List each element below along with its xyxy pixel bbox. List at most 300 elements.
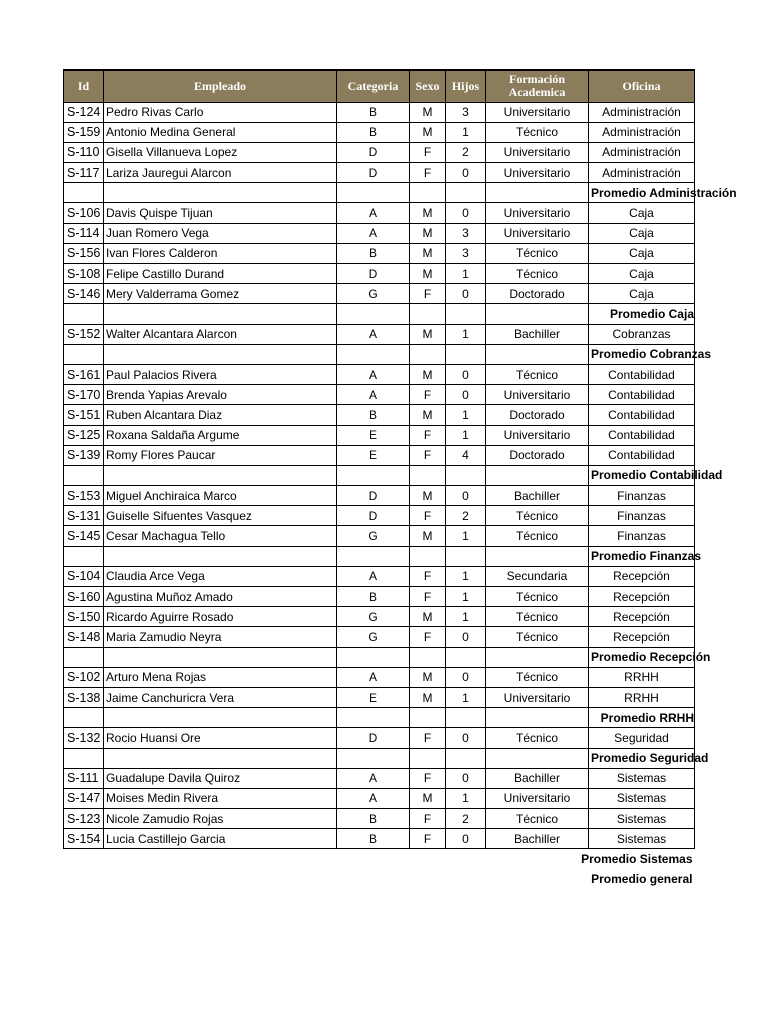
header-id[interactable]: Id xyxy=(64,70,104,102)
cell-empleado[interactable]: Miguel Anchiraica Marco xyxy=(104,486,337,506)
empty-cell[interactable] xyxy=(64,344,104,364)
cell-categoria[interactable]: A xyxy=(337,768,410,788)
cell-id[interactable]: S-117 xyxy=(64,163,104,183)
cell-categoria[interactable]: E xyxy=(337,687,410,707)
cell-empleado[interactable]: Ivan Flores Calderon xyxy=(104,243,337,263)
cell-categoria[interactable]: B xyxy=(337,587,410,607)
cell-categoria[interactable]: B xyxy=(337,809,410,829)
cell-id[interactable]: S-139 xyxy=(64,445,104,465)
empty-cell[interactable] xyxy=(486,708,589,728)
subtotal-label[interactable]: Promedio Seguridad xyxy=(589,748,695,768)
cell-oficina[interactable]: Finanzas xyxy=(589,486,695,506)
cell-empleado[interactable]: Maria Zamudio Neyra xyxy=(104,627,337,647)
cell-formacion[interactable]: Doctorado xyxy=(486,405,589,425)
cell-formacion[interactable]: Universitario xyxy=(486,788,589,808)
table-row xyxy=(64,768,695,788)
cell-empleado[interactable]: Romy Flores Paucar xyxy=(104,445,337,465)
cell-oficina[interactable]: Caja xyxy=(589,264,695,284)
cell-categoria[interactable]: A xyxy=(337,566,410,586)
employee-table xyxy=(63,69,737,889)
cell-formacion[interactable]: Doctorado xyxy=(486,284,589,304)
cell-oficina[interactable]: Recepción xyxy=(589,587,695,607)
cell-hijos[interactable]: 1 xyxy=(446,405,486,425)
footer-row xyxy=(64,869,695,889)
empty-cell[interactable] xyxy=(410,465,446,485)
footer-row xyxy=(64,849,695,869)
cell-categoria[interactable]: B xyxy=(337,102,410,122)
table-row xyxy=(64,667,695,687)
table-row xyxy=(64,566,695,586)
cell-empleado[interactable]: Davis Quispe Tijuan xyxy=(104,203,337,223)
cell-oficina[interactable]: Contabilidad xyxy=(589,425,695,445)
cell-hijos[interactable]: 1 xyxy=(446,122,486,142)
cell-categoria[interactable]: D xyxy=(337,486,410,506)
header-row xyxy=(64,70,695,102)
cell-formacion[interactable]: Bachiller xyxy=(486,486,589,506)
cell-hijos[interactable]: 1 xyxy=(446,425,486,445)
cell-sexo[interactable]: F xyxy=(410,566,446,586)
cell-formacion[interactable]: Técnico xyxy=(486,364,589,384)
cell-empleado[interactable]: Gisella Villanueva Lopez xyxy=(104,142,337,162)
cell-hijos[interactable]: 0 xyxy=(446,667,486,687)
cell-sexo[interactable]: M xyxy=(410,667,446,687)
empty-cell[interactable] xyxy=(446,647,486,667)
empty-cell[interactable] xyxy=(104,465,337,485)
cell-sexo[interactable]: F xyxy=(410,142,446,162)
subtotal-label[interactable]: Promedio Finanzas xyxy=(589,546,695,566)
cell-sexo[interactable]: M xyxy=(410,405,446,425)
cell-empleado[interactable]: Lucia Castillejo Garcia xyxy=(104,829,337,849)
cell-categoria[interactable]: D xyxy=(337,506,410,526)
empty-cell[interactable] xyxy=(337,647,410,667)
cell-categoria[interactable]: B xyxy=(337,122,410,142)
cell-formacion[interactable]: Universitario xyxy=(486,203,589,223)
cell-oficina[interactable]: Recepción xyxy=(589,607,695,627)
table-row xyxy=(64,364,695,384)
cell-empleado[interactable]: Roxana Saldaña Argume xyxy=(104,425,337,445)
cell-categoria[interactable]: A xyxy=(337,223,410,243)
subtotal-label[interactable]: Promedio Recepción xyxy=(589,647,695,667)
cell-empleado[interactable]: Pedro Rivas Carlo xyxy=(104,102,337,122)
cell-hijos[interactable]: 0 xyxy=(446,768,486,788)
empty-cell[interactable] xyxy=(446,708,486,728)
cell-formacion[interactable]: Técnico xyxy=(486,526,589,546)
cell-id[interactable]: S-152 xyxy=(64,324,104,344)
cell-formacion[interactable]: Doctorado xyxy=(486,445,589,465)
subtotal-label[interactable]: Promedio Caja xyxy=(589,304,695,324)
table-row xyxy=(64,163,695,183)
cell-categoria[interactable]: A xyxy=(337,788,410,808)
cell-empleado[interactable]: Rocio Huansi Ore xyxy=(104,728,337,748)
cell-empleado[interactable]: Paul Palacios Rivera xyxy=(104,364,337,384)
cell-id[interactable]: S-161 xyxy=(64,364,104,384)
empty-cell[interactable] xyxy=(446,344,486,364)
cell-sexo[interactable]: M xyxy=(410,122,446,142)
cell-hijos[interactable]: 0 xyxy=(446,829,486,849)
cell-empleado[interactable]: Claudia Arce Vega xyxy=(104,566,337,586)
cell-oficina[interactable]: Administración xyxy=(589,163,695,183)
table-row xyxy=(64,486,695,506)
cell-oficina[interactable]: RRHH xyxy=(589,667,695,687)
cell-empleado[interactable]: Walter Alcantara Alarcon xyxy=(104,324,337,344)
cell-formacion[interactable]: Bachiller xyxy=(486,324,589,344)
empty-cell xyxy=(64,849,486,869)
table-row xyxy=(64,142,695,162)
table-row xyxy=(64,425,695,445)
subtotal-row xyxy=(64,304,695,324)
empty-cell[interactable] xyxy=(446,546,486,566)
cell-sexo[interactable]: M xyxy=(410,788,446,808)
cell-sexo[interactable]: F xyxy=(410,506,446,526)
cell-categoria[interactable]: G xyxy=(337,607,410,627)
cell-sexo[interactable]: M xyxy=(410,687,446,707)
cell-formacion[interactable]: Universitario xyxy=(486,163,589,183)
header-empleado[interactable]: Empleado xyxy=(104,70,337,102)
empty-cell[interactable] xyxy=(104,647,337,667)
cell-sexo[interactable]: F xyxy=(410,445,446,465)
cell-hijos[interactable]: 0 xyxy=(446,728,486,748)
cell-categoria[interactable]: B xyxy=(337,829,410,849)
empty-cell[interactable] xyxy=(486,748,589,768)
cell-sexo[interactable]: M xyxy=(410,364,446,384)
table-row xyxy=(64,243,695,263)
footer-label[interactable]: Promedio Sistemas xyxy=(581,852,693,867)
cell-oficina[interactable]: Caja xyxy=(589,284,695,304)
empty-cell[interactable] xyxy=(486,465,589,485)
empty-cell[interactable] xyxy=(410,708,446,728)
subtotal-label[interactable]: Promedio Contabilidad xyxy=(589,465,695,485)
cell-hijos[interactable]: 0 xyxy=(446,163,486,183)
cell-id[interactable]: S-151 xyxy=(64,405,104,425)
empty-cell[interactable] xyxy=(486,183,589,203)
cell-formacion[interactable]: Universitario xyxy=(486,102,589,122)
table-row xyxy=(64,607,695,627)
cell-oficina[interactable]: Contabilidad xyxy=(589,405,695,425)
cell-empleado[interactable]: Felipe Castillo Durand xyxy=(104,264,337,284)
cell-hijos[interactable]: 1 xyxy=(446,264,486,284)
cell-oficina[interactable]: Contabilidad xyxy=(589,385,695,405)
cell-empleado[interactable]: Moises Medin Rivera xyxy=(104,788,337,808)
header-sexo[interactable]: Sexo xyxy=(410,70,446,102)
cell-empleado[interactable]: Nicole Zamudio Rojas xyxy=(104,809,337,829)
cell-oficina[interactable]: Caja xyxy=(589,203,695,223)
cell-formacion[interactable]: Bachiller xyxy=(486,768,589,788)
cell-id[interactable]: S-156 xyxy=(64,243,104,263)
cell-sexo[interactable]: M xyxy=(410,203,446,223)
table-row xyxy=(64,122,695,142)
cell-hijos[interactable]: 1 xyxy=(446,526,486,546)
cell-id[interactable]: S-125 xyxy=(64,425,104,445)
cell-formacion[interactable]: Técnico xyxy=(486,607,589,627)
empty-cell[interactable] xyxy=(104,748,337,768)
cell-formacion[interactable]: Técnico xyxy=(486,809,589,829)
cell-id[interactable]: S-159 xyxy=(64,122,104,142)
cell-empleado[interactable]: Cesar Machagua Tello xyxy=(104,526,337,546)
cell-empleado[interactable]: Agustina Muñoz Amado xyxy=(104,587,337,607)
subtotal-row xyxy=(64,546,695,566)
cell-categoria[interactable]: D xyxy=(337,728,410,748)
cell-id[interactable]: S-108 xyxy=(64,264,104,284)
cell-hijos[interactable]: 2 xyxy=(446,809,486,829)
cell-empleado[interactable]: Guadalupe Davila Quiroz xyxy=(104,768,337,788)
cell-id[interactable]: S-154 xyxy=(64,829,104,849)
cell-oficina[interactable]: Finanzas xyxy=(589,506,695,526)
empty-cell[interactable] xyxy=(410,344,446,364)
cell-hijos[interactable]: 3 xyxy=(446,102,486,122)
cell-hijos[interactable]: 2 xyxy=(446,142,486,162)
empty-cell[interactable] xyxy=(410,304,446,324)
cell-formacion[interactable]: Universitario xyxy=(486,142,589,162)
empty-cell[interactable] xyxy=(64,546,104,566)
cell-hijos[interactable]: 1 xyxy=(446,587,486,607)
cell-formacion[interactable]: Universitario xyxy=(486,687,589,707)
cell-oficina[interactable]: Administración xyxy=(589,142,695,162)
table-row xyxy=(64,445,695,465)
cell-empleado[interactable]: Lariza Jauregui Alarcon xyxy=(104,163,337,183)
empty-cell[interactable] xyxy=(486,647,589,667)
cell-hijos[interactable]: 0 xyxy=(446,486,486,506)
cell-oficina[interactable]: Contabilidad xyxy=(589,364,695,384)
cell-sexo[interactable]: M xyxy=(410,607,446,627)
cell-sexo[interactable]: F xyxy=(410,809,446,829)
empty-cell[interactable] xyxy=(337,465,410,485)
cell-formacion[interactable]: Técnico xyxy=(486,587,589,607)
cell-sexo[interactable]: M xyxy=(410,243,446,263)
cell-hijos[interactable]: 1 xyxy=(446,788,486,808)
cell-id[interactable]: S-146 xyxy=(64,284,104,304)
cell-id[interactable]: S-170 xyxy=(64,385,104,405)
table-row xyxy=(64,324,695,344)
empty-cell[interactable] xyxy=(410,183,446,203)
cell-formacion[interactable]: Técnico xyxy=(486,667,589,687)
cell-empleado[interactable]: Jaime Canchuricra Vera xyxy=(104,687,337,707)
cell-formacion[interactable]: Técnico xyxy=(486,728,589,748)
cell-id[interactable]: S-147 xyxy=(64,788,104,808)
empty-cell[interactable] xyxy=(337,748,410,768)
cell-hijos[interactable]: 1 xyxy=(446,607,486,627)
empty-cell[interactable] xyxy=(104,546,337,566)
cell-hijos[interactable]: 0 xyxy=(446,627,486,647)
table-row xyxy=(64,728,695,748)
cell-sexo[interactable]: F xyxy=(410,587,446,607)
cell-id[interactable]: S-131 xyxy=(64,506,104,526)
cell-sexo[interactable]: M xyxy=(410,526,446,546)
cell-categoria[interactable]: D xyxy=(337,264,410,284)
empty-cell[interactable] xyxy=(104,708,337,728)
cell-oficina[interactable]: Administración xyxy=(589,102,695,122)
cell-formacion[interactable]: Secundaria xyxy=(486,566,589,586)
cell-empleado[interactable]: Antonio Medina General xyxy=(104,122,337,142)
cell-hijos[interactable]: 4 xyxy=(446,445,486,465)
cell-categoria[interactable]: A xyxy=(337,364,410,384)
table-row xyxy=(64,627,695,647)
table-row xyxy=(64,687,695,707)
cell-oficina[interactable]: Sistemas xyxy=(589,788,695,808)
cell-hijos[interactable]: 0 xyxy=(446,284,486,304)
cell-formacion[interactable]: Universitario xyxy=(486,223,589,243)
cell-oficina[interactable]: Sistemas xyxy=(589,829,695,849)
empty-cell[interactable] xyxy=(64,708,104,728)
empty-cell[interactable] xyxy=(446,748,486,768)
cell-sexo[interactable]: F xyxy=(410,829,446,849)
cell-categoria[interactable]: D xyxy=(337,142,410,162)
subtotal-label[interactable]: Promedio RRHH xyxy=(589,708,695,728)
cell-oficina[interactable]: Seguridad xyxy=(589,728,695,748)
cell-sexo[interactable]: M xyxy=(410,102,446,122)
cell-hijos[interactable]: 0 xyxy=(446,364,486,384)
cell-id[interactable]: S-124 xyxy=(64,102,104,122)
cell-id[interactable]: S-145 xyxy=(64,526,104,546)
cell-oficina[interactable]: Caja xyxy=(589,243,695,263)
empty-cell[interactable] xyxy=(486,546,589,566)
cell-oficina[interactable]: Finanzas xyxy=(589,526,695,546)
empty-cell[interactable] xyxy=(64,304,104,324)
empty-cell[interactable] xyxy=(64,647,104,667)
cell-empleado[interactable]: Guiselle Sifuentes Vasquez xyxy=(104,506,337,526)
cell-oficina[interactable]: Sistemas xyxy=(589,809,695,829)
header-formacion[interactable]: Formación Academica xyxy=(486,70,589,102)
cell-hijos[interactable]: 3 xyxy=(446,223,486,243)
footer-label[interactable]: Promedio general xyxy=(591,872,693,887)
empty-cell[interactable] xyxy=(64,183,104,203)
cell-sexo[interactable]: F xyxy=(410,728,446,748)
subtotal-row xyxy=(64,183,695,203)
cell-empleado[interactable]: Ruben Alcantara Diaz xyxy=(104,405,337,425)
empty-cell[interactable] xyxy=(337,304,410,324)
cell-formacion[interactable]: Técnico xyxy=(486,122,589,142)
cell-oficina[interactable]: RRHH xyxy=(589,687,695,707)
cell-categoria[interactable]: A xyxy=(337,385,410,405)
subtotal-row xyxy=(64,647,695,667)
cell-id[interactable]: S-160 xyxy=(64,587,104,607)
empty-cell[interactable] xyxy=(486,304,589,324)
cell-id[interactable]: S-106 xyxy=(64,203,104,223)
empty-cell[interactable] xyxy=(337,708,410,728)
cell-categoria[interactable]: G xyxy=(337,627,410,647)
cell-hijos[interactable]: 1 xyxy=(446,324,486,344)
empty-cell[interactable] xyxy=(337,183,410,203)
empty-cell[interactable] xyxy=(337,344,410,364)
cell-categoria[interactable]: G xyxy=(337,284,410,304)
empty-cell[interactable] xyxy=(410,748,446,768)
cell-oficina[interactable]: Sistemas xyxy=(589,768,695,788)
cell-categoria[interactable]: A xyxy=(337,667,410,687)
cell-categoria[interactable]: B xyxy=(337,243,410,263)
cell-id[interactable]: S-104 xyxy=(64,566,104,586)
cell-sexo[interactable]: F xyxy=(410,385,446,405)
cell-id[interactable]: S-153 xyxy=(64,486,104,506)
cell-hijos[interactable]: 3 xyxy=(446,243,486,263)
cell-id[interactable]: S-123 xyxy=(64,809,104,829)
table-row xyxy=(64,526,695,546)
cell-hijos[interactable]: 2 xyxy=(446,506,486,526)
cell-hijos[interactable]: 0 xyxy=(446,203,486,223)
cell-id[interactable]: S-138 xyxy=(64,687,104,707)
cell-sexo[interactable]: M xyxy=(410,264,446,284)
cell-oficina[interactable]: Cobranzas xyxy=(589,324,695,344)
cell-empleado[interactable]: Mery Valderrama Gomez xyxy=(104,284,337,304)
cell-formacion[interactable]: Técnico xyxy=(486,264,589,284)
subtotal-label[interactable]: Promedio Administración xyxy=(589,183,695,203)
cell-hijos[interactable]: 1 xyxy=(446,687,486,707)
cell-categoria[interactable]: G xyxy=(337,526,410,546)
cell-oficina[interactable]: Recepción xyxy=(589,627,695,647)
cell-categoria[interactable]: A xyxy=(337,324,410,344)
header-oficina[interactable]: Oficina xyxy=(589,70,695,102)
cell-formacion[interactable]: Técnico xyxy=(486,506,589,526)
empty-cell[interactable] xyxy=(104,304,337,324)
cell-formacion[interactable]: Técnico xyxy=(486,627,589,647)
cell-sexo[interactable]: M xyxy=(410,324,446,344)
cell-sexo[interactable]: F xyxy=(410,768,446,788)
cell-oficina[interactable]: Caja xyxy=(589,223,695,243)
cell-empleado[interactable]: Arturo Mena Rojas xyxy=(104,667,337,687)
cell-id[interactable]: S-114 xyxy=(64,223,104,243)
cell-categoria[interactable]: E xyxy=(337,425,410,445)
cell-id[interactable]: S-111 xyxy=(64,768,104,788)
header-hijos[interactable]: Hijos xyxy=(446,70,486,102)
cell-sexo[interactable]: F xyxy=(410,627,446,647)
empty-cell xyxy=(64,869,486,889)
cell-sexo[interactable]: F xyxy=(410,163,446,183)
cell-sexo[interactable]: F xyxy=(410,284,446,304)
cell-categoria[interactable]: A xyxy=(337,203,410,223)
cell-hijos[interactable]: 0 xyxy=(446,385,486,405)
cell-id[interactable]: S-102 xyxy=(64,667,104,687)
empty-cell[interactable] xyxy=(64,465,104,485)
table-row xyxy=(64,405,695,425)
empty-cell[interactable] xyxy=(410,546,446,566)
subtotal-label[interactable]: Promedio Cobranzas xyxy=(589,344,695,364)
cell-formacion[interactable]: Técnico xyxy=(486,243,589,263)
empty-cell[interactable] xyxy=(104,183,337,203)
cell-sexo[interactable]: M xyxy=(410,486,446,506)
cell-sexo[interactable]: M xyxy=(410,223,446,243)
cell-formacion[interactable]: Universitario xyxy=(486,425,589,445)
table-row xyxy=(64,102,695,122)
cell-oficina[interactable]: Administración xyxy=(589,122,695,142)
empty-cell[interactable] xyxy=(446,465,486,485)
subtotal-row xyxy=(64,708,695,728)
cell-empleado[interactable]: Juan Romero Vega xyxy=(104,223,337,243)
cell-categoria[interactable]: E xyxy=(337,445,410,465)
cell-id[interactable]: S-132 xyxy=(64,728,104,748)
cell-id[interactable]: S-150 xyxy=(64,607,104,627)
subtotal-row xyxy=(64,344,695,364)
cell-id[interactable]: S-148 xyxy=(64,627,104,647)
cell-formacion[interactable]: Universitario xyxy=(486,385,589,405)
cell-hijos[interactable]: 1 xyxy=(446,566,486,586)
cell-empleado[interactable]: Brenda Yapias Arevalo xyxy=(104,385,337,405)
cell-formacion[interactable]: Bachiller xyxy=(486,829,589,849)
cell-categoria[interactable]: D xyxy=(337,163,410,183)
empty-cell[interactable] xyxy=(446,304,486,324)
cell-id[interactable]: S-110 xyxy=(64,142,104,162)
cell-oficina[interactable]: Recepción xyxy=(589,566,695,586)
cell-categoria[interactable]: B xyxy=(337,405,410,425)
empty-cell[interactable] xyxy=(486,344,589,364)
empty-cell[interactable] xyxy=(104,344,337,364)
table-row xyxy=(64,385,695,405)
empty-cell[interactable] xyxy=(446,183,486,203)
cell-sexo[interactable]: F xyxy=(410,425,446,445)
header-categoria[interactable]: Categoria xyxy=(337,70,410,102)
empty-cell[interactable] xyxy=(64,748,104,768)
empty-cell[interactable] xyxy=(337,546,410,566)
cell-oficina[interactable]: Contabilidad xyxy=(589,445,695,465)
empty-cell[interactable] xyxy=(410,647,446,667)
cell-empleado[interactable]: Ricardo Aguirre Rosado xyxy=(104,607,337,627)
